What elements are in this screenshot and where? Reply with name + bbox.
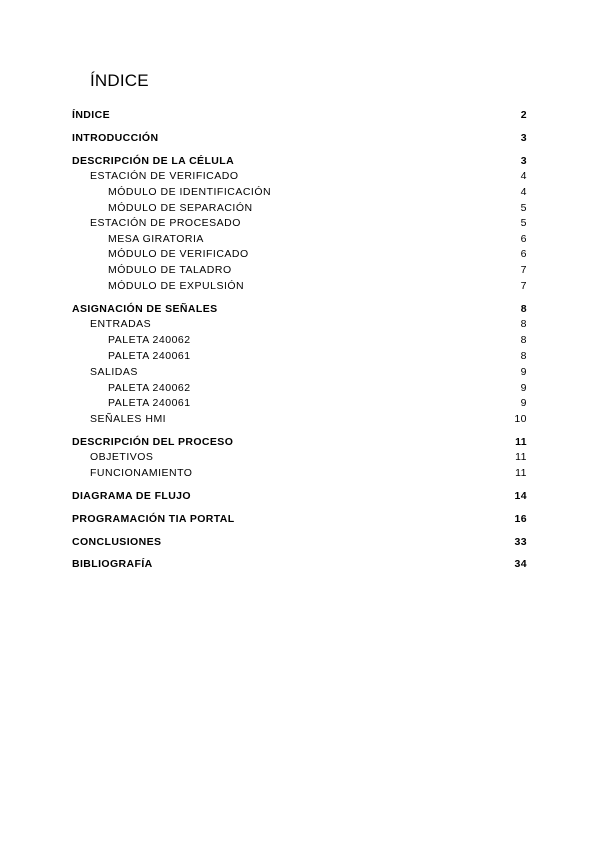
toc-entry-page-number: 11 — [515, 436, 527, 448]
toc-entry-label: PROGRAMACIÓN TIA PORTAL — [72, 513, 235, 525]
toc-entry-page-number: 16 — [514, 513, 527, 525]
toc-entry-salidas[interactable] — [72, 366, 527, 380]
toc-entry-page-number: 7 — [520, 264, 527, 276]
toc-entry-programacion-tia-portal[interactable] — [72, 513, 527, 527]
toc-entry-bibliografia[interactable] — [72, 558, 527, 572]
toc-entry-label: ENTRADAS — [90, 318, 152, 330]
toc-entry-modulo-de-verificado[interactable] — [72, 248, 527, 262]
toc-entry-page-number: 9 — [520, 366, 527, 378]
toc-entry-page-number: 9 — [520, 382, 527, 394]
toc-entry-label: MÓDULO DE TALADRO — [108, 264, 232, 276]
toc-entry-label: SEÑALES HMI — [90, 413, 167, 425]
toc-entry-estacion-de-procesado[interactable] — [72, 217, 527, 231]
toc-entry-page-number: 6 — [520, 233, 527, 245]
toc-entry-paleta-240061[interactable] — [72, 350, 527, 364]
toc-entry-page-number: 4 — [520, 170, 527, 182]
toc-entry-indice[interactable] — [72, 109, 527, 123]
toc-entry-page-number: 11 — [515, 467, 527, 479]
toc-entry-label: DIAGRAMA DE FLUJO — [72, 490, 191, 502]
toc-entry-page-number: 3 — [520, 132, 527, 144]
toc-entry-funcionamiento[interactable] — [72, 467, 527, 481]
toc-entry-label: ÍNDICE — [72, 109, 110, 121]
toc-entry-page-number: 8 — [520, 318, 527, 330]
toc-entry-descripcion-de-la-celula[interactable] — [72, 155, 527, 169]
toc-entry-label: PALETA 240062 — [108, 334, 191, 346]
toc-entry-label: ASIGNACIÓN DE SEÑALES — [72, 303, 218, 315]
toc-entry-objetivos[interactable] — [72, 451, 527, 465]
toc-entry-label: SALIDAS — [90, 366, 138, 378]
toc-entry-page-number: 10 — [514, 413, 527, 425]
toc-entry-label: PALETA 240061 — [108, 397, 191, 409]
toc-entry-label: ESTACIÓN DE VERIFICADO — [90, 170, 239, 182]
toc-entry-mesa-giratoria[interactable] — [72, 233, 527, 247]
toc-entry-page-number: 2 — [520, 109, 527, 121]
toc-entry-modulo-de-expulsion[interactable] — [72, 280, 527, 294]
toc-entry-label: DESCRIPCIÓN DE LA CÉLULA — [72, 155, 235, 167]
toc-entry-paleta-240062[interactable] — [72, 382, 527, 396]
toc-entry-entradas[interactable] — [72, 318, 527, 332]
toc-entry-label: MÓDULO DE VERIFICADO — [108, 248, 249, 260]
toc-entry-page-number: 8 — [520, 334, 527, 346]
toc-entry-estacion-de-verificado[interactable] — [72, 170, 527, 184]
toc-entry-paleta-240062[interactable] — [72, 334, 527, 348]
toc-entry-introduccion[interactable] — [72, 132, 527, 146]
toc-entry-label: CONCLUSIONES — [72, 536, 162, 548]
toc-entry-label: ESTACIÓN DE PROCESADO — [90, 217, 241, 229]
toc-entry-asignacion-de-senales[interactable] — [72, 303, 527, 317]
toc-entry-page-number: 9 — [520, 397, 527, 409]
toc-entry-descripcion-del-proceso[interactable] — [72, 436, 527, 450]
toc-entry-modulo-de-taladro[interactable] — [72, 264, 527, 278]
toc-entry-senales-hmi[interactable] — [72, 413, 527, 427]
toc-entry-page-number: 5 — [520, 217, 527, 229]
page-title: ÍNDICE — [90, 71, 149, 90]
toc-entry-conclusiones[interactable] — [72, 536, 527, 550]
toc-entry-page-number: 8 — [520, 303, 527, 315]
toc-entry-page-number: 33 — [514, 536, 527, 548]
toc-entry-label: BIBLIOGRAFÍA — [72, 558, 153, 570]
toc-entry-page-number: 11 — [515, 451, 527, 463]
toc-entry-page-number: 8 — [520, 350, 527, 362]
toc-entry-label: MESA GIRATORIA — [108, 233, 204, 245]
toc-entry-label: OBJETIVOS — [90, 451, 154, 463]
toc-entry-page-number: 5 — [520, 202, 527, 214]
toc-entry-label: MÓDULO DE IDENTIFICACIÓN — [108, 186, 272, 198]
toc-entry-modulo-de-identificacion[interactable] — [72, 186, 527, 200]
toc-entry-modulo-de-separacion[interactable] — [72, 202, 527, 216]
toc-entry-page-number: 3 — [520, 155, 527, 167]
toc-entry-label: PALETA 240061 — [108, 350, 191, 362]
toc-entry-label: FUNCIONAMIENTO — [90, 467, 193, 479]
toc-entry-page-number: 6 — [520, 248, 527, 260]
toc-entry-diagrama-de-flujo[interactable] — [72, 490, 527, 504]
toc-entry-page-number: 4 — [520, 186, 527, 198]
toc-entry-label: DESCRIPCIÓN DEL PROCESO — [72, 436, 234, 448]
toc-entry-label: INTRODUCCIÓN — [72, 132, 159, 144]
toc-entry-page-number: 34 — [514, 558, 527, 570]
toc-entry-label: MÓDULO DE EXPULSIÓN — [108, 280, 245, 292]
toc-entry-page-number: 7 — [520, 280, 527, 292]
toc-entry-label: MÓDULO DE SEPARACIÓN — [108, 202, 253, 214]
toc-entry-paleta-240061[interactable] — [72, 397, 527, 411]
toc-entry-page-number: 14 — [514, 490, 527, 502]
toc-entry-label: PALETA 240062 — [108, 382, 191, 394]
